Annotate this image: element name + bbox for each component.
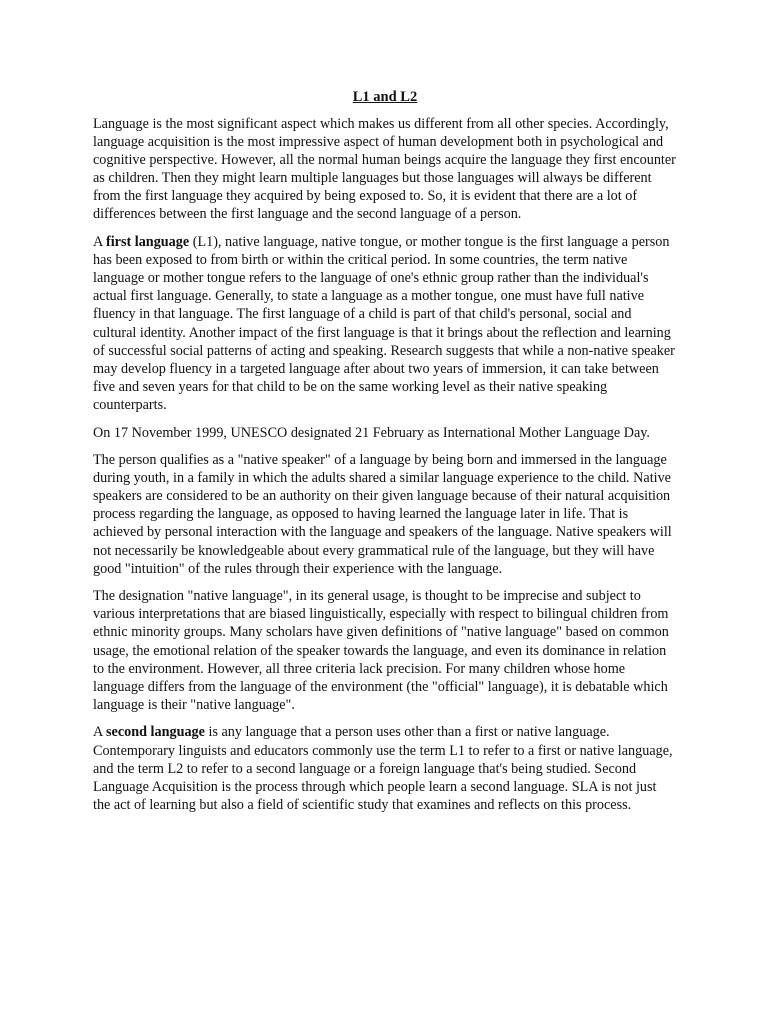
paragraph-second-language-body: is any language that a person uses other than a first or native language. Contemporary linguists and educators commonly use the term L1 to refer to a first or native language, and the term L2 to refer to a second language or a foreign language that's being studied. Second Language Acquisition is the process through which people learn a second language. SLA is not just the act of learning but also a field of scientific study that examines and reflects on this process. [93, 724, 673, 813]
term-second-language: second language [106, 724, 205, 741]
paragraph-intro: Language is the most significant aspect which makes us different from all other species. Accordingly, language acquisition is the most impressive aspect of human development both in psychological and cognitive perspective. However, all the normal human beings acquire the language they first encounter as children. Then they might learn multiple languages but those languages will always be different from the first language they acquired by being exposed to. So, it is evident that there are a lot of differences between the first language and the second language of a person. [93, 116, 676, 223]
paragraph-second-language-lead: A [93, 724, 107, 741]
document-title: L1 and L2 [352, 89, 418, 105]
paragraph-first-language-lead: A [93, 234, 107, 251]
term-first-language: first language [106, 234, 190, 251]
document-page [93, 88, 677, 823]
paragraph-first-language-body: (L1), native language, native tongue, or mother tongue is the first language a person has been exposed to from birth or within the critical period. In some countries, the term native language or mother tongue refers to the language of one's ethnic group rather than the individual's actual first language. Generally, to state a language as a mother tongue, one must have full native fluency in that language. The first language of a child is part of that child's personal, social and cultural identity. Another impact of the first language is that it brings about the reflection and learning of successful social patterns of acting and speaking. Research suggests that while a non-native speaker may develop fluency in a targeted language after about two years of immersion, it can take between five and seven years for that child to be on the same working level as their native speaking counterparts. [93, 234, 675, 413]
paragraph-native-speaker: The person qualifies as a "native speaker" of a language by being born and immersed in the language during youth, in a family in which the adults shared a similar language experience to the child. Native speakers are considered to be an authority on their given language because of their natural acquisition process regarding the language, as opposed to having learned the language later in life. That is achieved by personal interaction with the language and speakers of the language. Native speakers will not necessarily be knowledgeable about every grammatical rule of the language, but they will have good "intuition" of the rules through their experience with the language. [93, 452, 672, 577]
paragraph-second-language [93, 723, 677, 813]
paragraph-unesco: On 17 November 1999, UNESCO designated 21 February as International Mother Language Day. [93, 424, 650, 441]
paragraph-native-language-designation: The designation "native language", in its general usage, is thought to be imprecise and subject to various interpretations that are biased linguistically, especially with respect to bilingual children from ethnic minority groups. Many scholars have given definitions of "native language" based on common usage, the emotional relation of the speaker towards the language, and even its dominance in relation to the environment. However, all three criteria lack precision. For many children whose home language differs from the language of the environment (the "official" language), it is debatable which language is their "native language". [93, 588, 669, 713]
paragraph-first-language [93, 233, 677, 414]
